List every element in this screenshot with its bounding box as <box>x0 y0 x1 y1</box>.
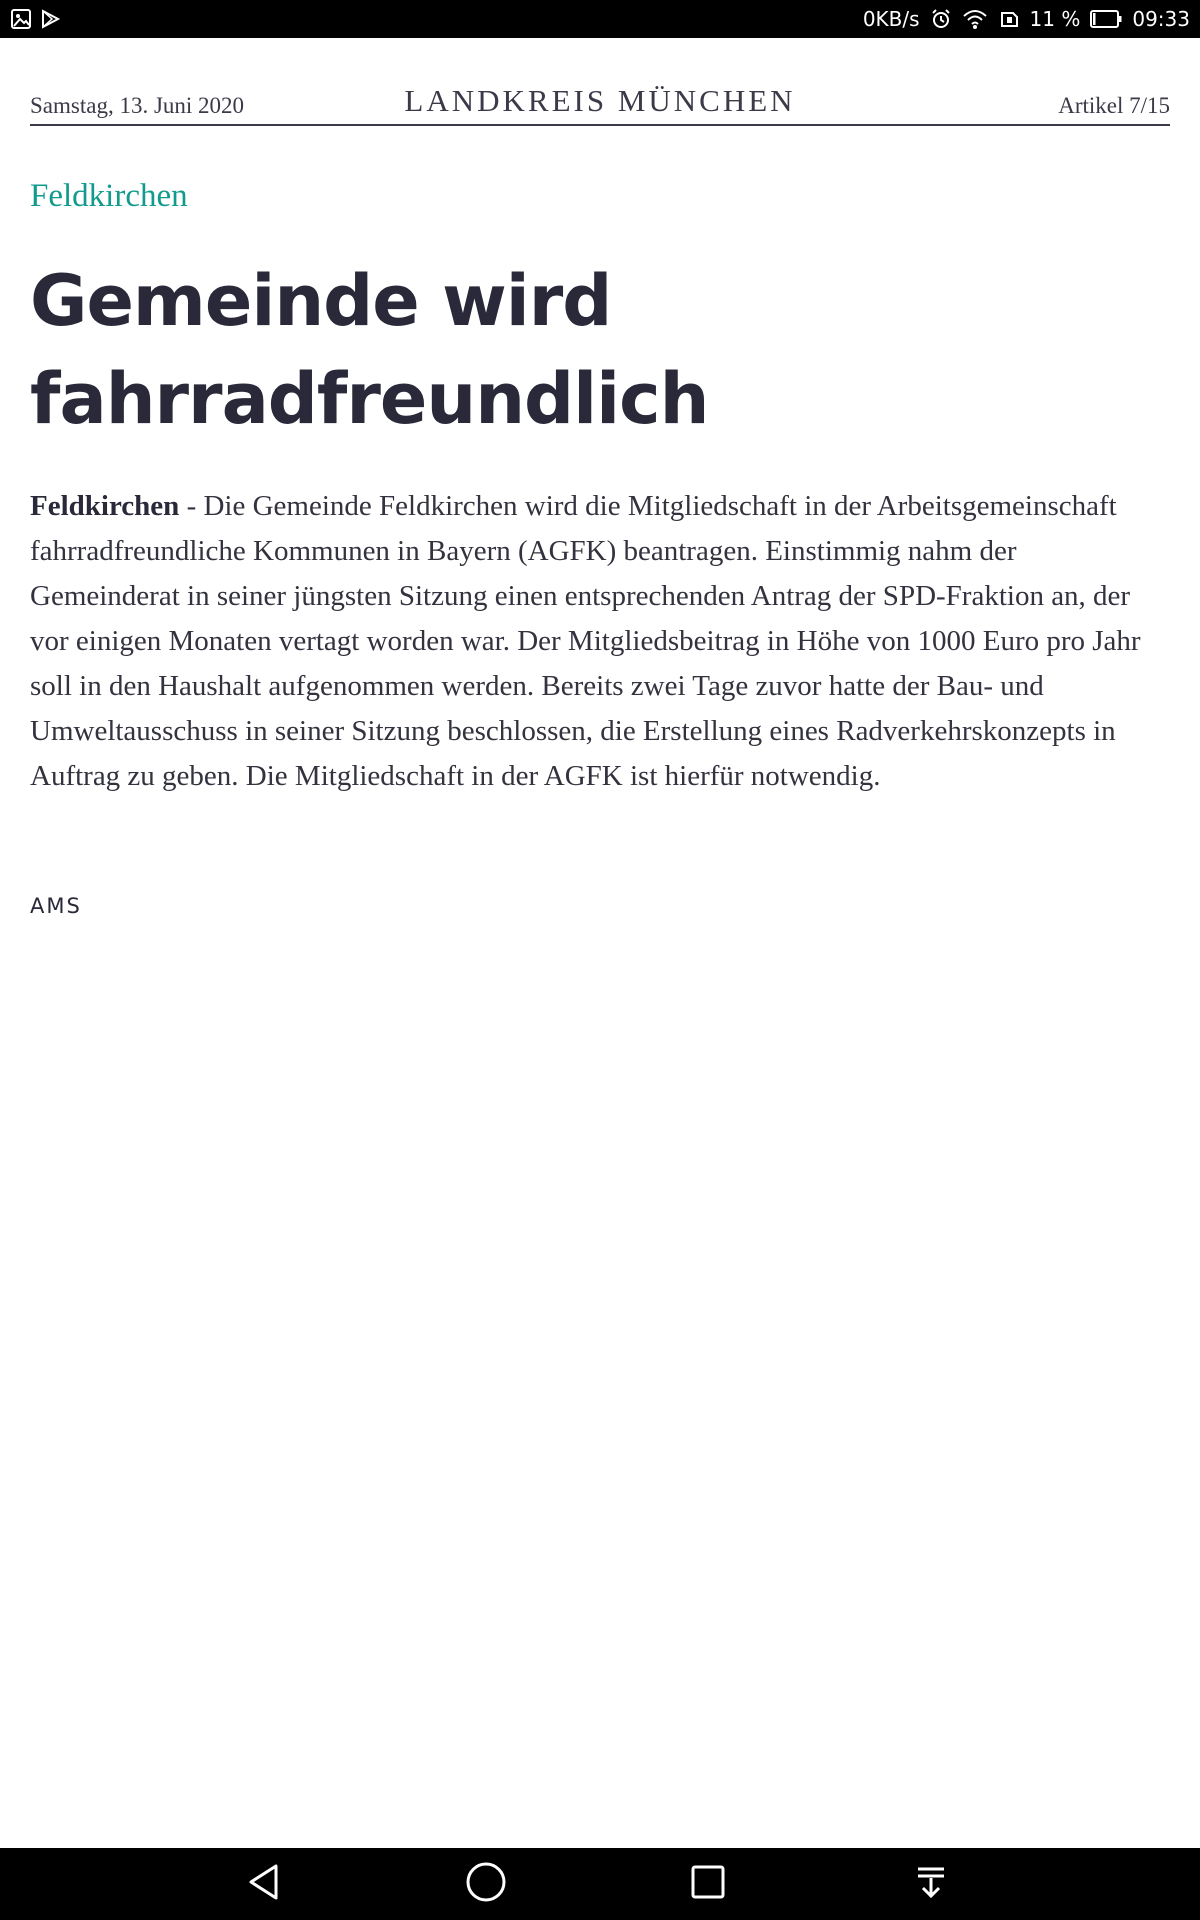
battery-percent: 11 % <box>1029 7 1081 31</box>
article-kicker: Feldkirchen <box>30 178 188 214</box>
section-title: LANDKREIS MÜNCHEN <box>404 83 796 118</box>
recents-button[interactable] <box>668 1848 748 1920</box>
headline-line-2: fahrradfreundlich <box>30 358 709 440</box>
sim-icon <box>998 8 1020 30</box>
network-speed: 0KB/s <box>862 7 920 31</box>
recents-icon <box>690 1864 726 1905</box>
article-counter: Artikel 7/15 <box>1058 93 1170 118</box>
home-button[interactable] <box>446 1848 526 1920</box>
article-body-text: - Die Gemeinde Feldkirchen wird die Mitgliedschaft in der Arbeitsgemeinschaft fahrradfreundliche Kommunen in Bayern (AGFK) beantragen. Einstimmig nahm der Gemeinderat in seiner jüngsten Sitzung einen entsprechenden Antrag der SPD-Fraktion an, der vor einigen Monaten vertagt worden war. Der Mitgliedsbeitrag in Höhe von 1000 Euro pro Jahr soll in den Haushalt aufgenommen werden. Bereits zwei Tage zuvor hatte der Bau- und Umweltausschuss in seiner Sitzung beschlossen, die Erstellung eines Radverkehrskonzepts in Auftrag zu geben. Die Mitgliedschaft in der AGFK ist hierfür notwendig. <box>30 490 1141 792</box>
article-headline <box>30 252 1170 448</box>
status-bar-notifications <box>10 8 62 30</box>
back-button[interactable] <box>225 1848 305 1920</box>
battery-level-fill <box>1093 13 1096 25</box>
navigation-bar <box>0 1848 1200 1920</box>
notification-drawer-icon <box>913 1864 949 1905</box>
headline-line-1: Gemeinde wird <box>30 260 612 342</box>
author-initials: AMS <box>30 894 82 918</box>
home-icon <box>465 1861 507 1908</box>
status-bar <box>0 0 1200 38</box>
article-body <box>30 484 1170 799</box>
back-icon <box>245 1862 285 1907</box>
wifi-icon <box>962 8 988 30</box>
status-bar-system <box>863 0 1190 38</box>
notification-drawer-button[interactable] <box>891 1848 971 1920</box>
play-store-notification-icon <box>40 8 62 30</box>
image-notification-icon <box>10 8 32 30</box>
alarm-icon <box>930 8 952 30</box>
dateline-place: Feldkirchen <box>30 490 180 522</box>
issue-date: Samstag, 13. Juni 2020 <box>30 93 245 118</box>
battery-icon <box>1090 9 1122 29</box>
clock: 09:33 <box>1132 7 1190 31</box>
newspaper-header <box>30 72 1170 126</box>
